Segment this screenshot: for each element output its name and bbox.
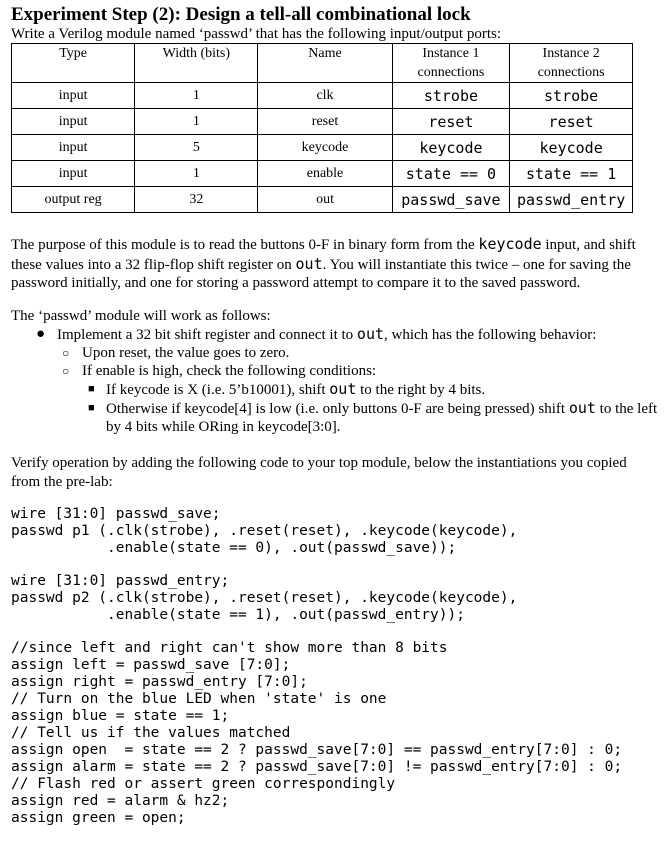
cell-type: input [12,161,135,187]
cell-inst1: strobe [392,83,510,109]
table-row [12,161,633,187]
cell-inst1: state == 0 [392,161,510,187]
cell-width: 1 [135,161,258,187]
table-row [12,109,633,135]
list-item: ○ If enable is high, check the following conditions: [62,363,377,379]
cell-inst2: strobe [510,83,633,109]
verify-paragraph: Verify operation by adding the following code to your top module, below the instantiations you copied from the pre-lab: [11,455,627,490]
cell-width: 1 [135,83,258,109]
section-subtitle: Write a Verilog module named ‘passwd’ that has the following input/output ports: [11,26,502,42]
code-block-save: wire [31:0] passwd_save; passwd p1 (.clk(strobe), .reset(reset), .keycode(keycode), .enable(state == 0), .out(passwd_save)); [11,506,518,556]
cell-inst1: passwd_save [392,187,510,213]
list-item: ○ Upon reset, the value goes to zero. [62,345,290,361]
header-instance1: Instance 1 connections [392,44,510,83]
cell-type: output reg [12,187,135,213]
cell-name: enable [258,161,392,187]
cell-type: input [12,109,135,135]
table-row [12,83,633,109]
cell-name: out [258,187,392,213]
cell-name: reset [258,109,392,135]
cell-width: 5 [135,135,258,161]
ports-table [11,43,633,213]
table-row [12,135,633,161]
table-header-row [12,44,633,83]
code-block-assign: //since left and right can't show more than 8 bits assign left = passwd_save [7:0]; assign right = passwd_entry [7:0]; // Turn on the blue LED when 'state' is one assign blue = state == 1; // Tell us if the values matched assign open = state == 2 ? passwd_save[7:0] == passwd_entry[7:0] : 0; assign alarm = state == 2 ? passwd_save[7:0] != passwd_entry[7:0] : 0; // Flash red or assert green correspondingly assign red = alarm & hz2; assign green = open; [11,640,623,826]
cell-inst1: reset [392,109,510,135]
cell-type: input [12,83,135,109]
cell-inst2: keycode [510,135,633,161]
table-row [12,187,633,213]
purpose-paragraph: The purpose of this module is to read the buttons 0-F in binary form from the keycode input, and shift these values into a 32 flip-flop shift register on out. You will instantiate this twice – one for saving the password initially, and one for storing a password attempt to compare it to the saved password. [11,235,636,291]
header-name: Name [258,44,392,83]
section-title: Experiment Step (2): Design a tell-all combinational lock [11,4,471,25]
cell-inst2: passwd_entry [510,187,633,213]
list-item: ■ Otherwise if keycode[4] is low (i.e. only buttons 0-F are being pressed) shift out to the left by 4 bits while ORing in keycode[3:0]. [88,399,658,435]
cell-width: 32 [135,187,258,213]
cell-name: keycode [258,135,392,161]
cell-inst2: reset [510,109,633,135]
list-item: ■ If keycode is X (i.e. 5’b10001), shift out to the right by 4 bits. [88,380,486,398]
cell-width: 1 [135,109,258,135]
list-item: ● Implement a 32 bit shift register and connect it to out, which has the following behavior: [36,325,597,343]
code-block-entry: wire [31:0] passwd_entry; passwd p2 (.clk(strobe), .reset(reset), .keycode(keycode), .enable(state == 1), .out(passwd_entry)); [11,573,518,623]
document-page [11,0,659,827]
behavior-intro: The ‘passwd’ module will work as follows: [11,307,271,324]
cell-inst1: keycode [392,135,510,161]
header-type: Type [12,44,135,83]
header-instance2: Instance 2 connections [510,44,633,83]
cell-type: input [12,135,135,161]
cell-name: clk [258,83,392,109]
behavior-list [11,325,659,436]
header-width: Width (bits) [135,44,258,83]
cell-inst2: state == 1 [510,161,633,187]
